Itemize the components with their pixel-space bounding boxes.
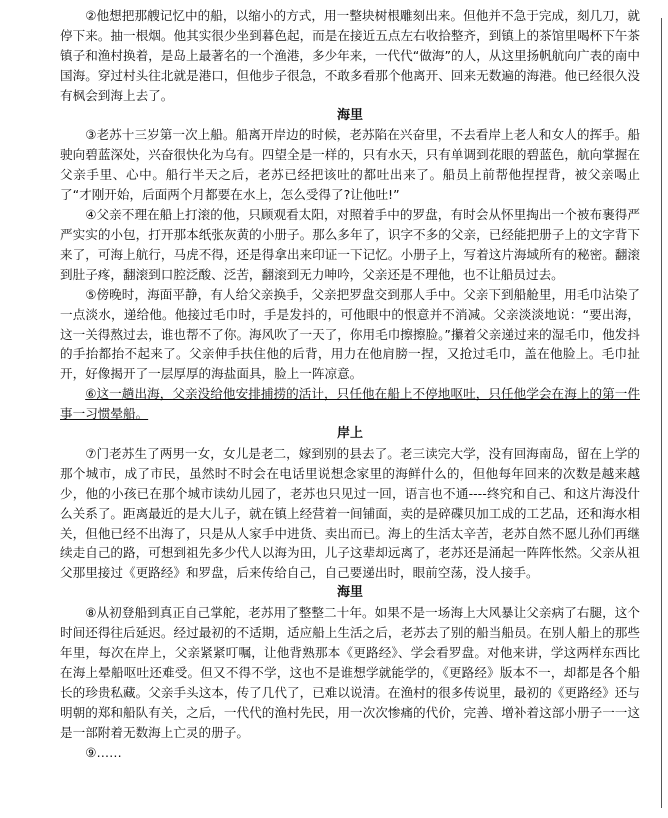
section-heading-sea-1: 海里 xyxy=(336,107,363,123)
paragraph-4: ④父亲不理在船上打滚的他，只顾观看太阳，对照着手中的罗盘，有时会从怀里掏出一个被布裹得严严实实的小包，打开那本纸张灰黄的小册子。那么多年了，识字不多的父亲，已经能把册子上的文字背下来了，可海上航行，马虎不得，还是得拿出来印证一下记忆。小册子上，写着这片海域所有的秘密。翻滚到肚子疼，翻滚到口腔泛酸、泛苦，翻滚到无力呻吟，父亲还是不理他，也不让船员过去。 xyxy=(60,207,640,282)
paragraph-2: ②他想把那艘记忆中的船，以缩小的方式，用一整块树根雕刻出来。但他并不急于完成，刻几刀，就停下来。抽一根烟。他其实很少坐到暮色起，而是在接近五点左右收拾整齐，到镇上的茶馆里喝杯下午茶镇子和渔村换着，是岛上最著名的一个渔港，多少年来，一代代“做海”的人，从这里扬帆航向广表的南中国海。穿过村头往北就是港口，但他步子很急，不敢多看那个他离开、回来无数遍的海港。他已经很久没有枫会到海上去了。 xyxy=(60,8,640,103)
paragraph-9-ellipsis: ⑨…… xyxy=(85,744,122,760)
section-heading-shore: 岸上 xyxy=(336,426,363,442)
right-margin-rule xyxy=(661,18,662,808)
paragraph-8: ⑧从初登船到真正自己掌舵，老苏用了整整二十年。如果不是一场海上大风暴让父亲病了右腿，这个时间还得往后延迟。经过最初的不适期，适应船上生活之后，老苏去了别的船当船员。在别人船上的那些年里，每次在岸上，父亲紧紧叮嘱，让他背熟那本《更路经》、学会看罗盘。对他来讲，学这两样东西比在海上晕船呕吐还难受。但又不得不学，这也不是谁想学就能学的，《更路经》版本不一，却都是各个船长的珍贵私藏。父亲手头这本，传了几代了，已难以说清。在渔村的很多传说里，最初的《更路经》还与明朝的郑和船队有关，之后，一代代的渔村先民，用一次次惨痛的代价，完善、增补着这部小册子一一这是一部附着无数海上亡灵的册子。 xyxy=(60,605,640,740)
paragraph-7: ⑦门老苏生了两男一女，女儿是老二，嫁到别的县去了。老三读完大学，没有回海南岛，留在上学的那个城市，成了市民，虽然时不时会在电话里说想念家里的海鲜什么的，但他每年回来的次数是越来越少，他的小孩已在那个城市读幼儿园了，老苏也只见过一回，语言也不通----终究和自己、和这片海没什么关系了。距离最近的是大儿子，就在镇上经营着一间铺面，卖的是碎碟贝加工成的工艺品，还和海水相关，但他已经不出海了，只是从人家手中进货、卖出而已。海上的生活太辛苦，老苏自然不愿儿孙们再继续走自己的路，可想到祖先多少代人以海为田，儿子这辈却远离了，老苏还是涌起一阵阵怅然。父亲从祖父那里接过《更路经》和罗盘，后来传给自己，自己要递出时，眼前空荡，没人接手。 xyxy=(60,445,640,581)
paragraph-5: ⑤傍晚时，海面平静，有人给父亲换手，父亲把罗盘交到那人手中。父亲下到船舱里，用毛巾沾染了一点淡水，递给他。他接过毛巾时，手是发抖的，可他眼中的恨意并不消减。父亲淡淡地说：“要出海，这一关得熬过去，谁也帮不了你。海风吹了一天了，你用毛巾擦擦脸。”攥着父亲递过来的湿毛巾，他发抖的手抬都抬不起来了。父亲伸手扶住他的后背，用力在他肩膀一捏，又抢过毛巾，盖在他脸上。毛巾扯开，好像揭开了一层厚厚的海盐面具，脸上一阵凉意。 xyxy=(60,286,640,382)
article-body xyxy=(60,6,640,762)
paragraph-6-underlined: ⑥这一趟出海，父亲没给他安排捕捞的活计，只任他在船上不停地呕吐，只任他学会在海上的第一件事一习惯晕船。 xyxy=(60,386,640,422)
paragraph-3: ③老苏十三岁第一次上船。船离开岸边的时候，老苏陷在兴奋里，不去看岸上老人和女人的挥手。船驶向碧蓝深处，兴奋很快化为乌有。四望全是一样的，只有水天，只有单调到花眼的碧蓝色，航向掌握在父亲手里、心中。船行半天之后，老苏已经把该吐的都吐出来了。船员上前帮他捏捏背，被父亲喝止了“才刚开始，后面两个月都要在水上，怎么受得了?让他吐!” xyxy=(60,127,640,203)
section-heading-sea-2: 海里 xyxy=(336,585,363,601)
